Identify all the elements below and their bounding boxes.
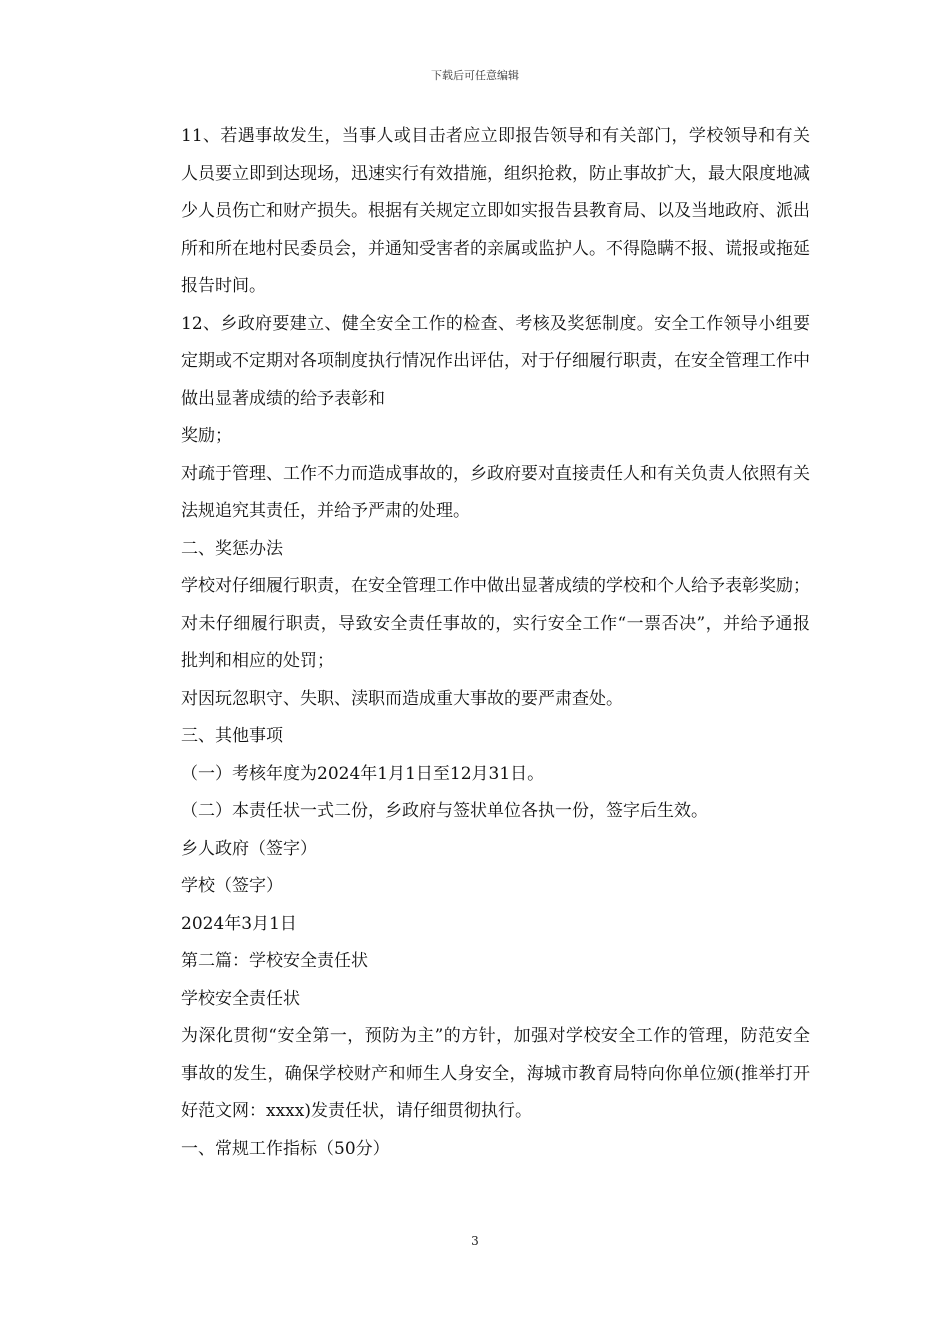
paragraph-accident-report: 11、若遇事故发生，当事人或目击者应立即报告领导和有关部门，学校领导和有关人员要立即到达现场，迅速实行有效措施，组织抢救，防止事故扩大，最大限度地减少人员伤亡和财产损失。根据有关规定立即如实报告县教育局、以及当地政府、派出所和所在地村民委员会，并通知受害者的亲属或监护人。不得隐瞒不报、谎报或拖延报告时间。: [181, 126, 810, 296]
section-heading-other-matters: 三、其他事项: [181, 726, 283, 746]
paragraph-dereliction: 对因玩忽职守、失职、渎职而造成重大事故的要严肃查处。: [181, 688, 623, 709]
paragraph-inspection-system: 12、乡政府要建立、健全安全工作的检查、考核及奖惩制度。安全工作领导小组要定期或不定期对各项制度执行情况作出评估，对于仔细履行职责，在安全管理工作中做出显著成绩的给予表彰和: [181, 313, 810, 409]
chapter-heading-part-two: 第二篇：学校安全责任状: [181, 951, 368, 971]
signature-date: 2024年3月1日: [181, 913, 297, 934]
paragraph-negligence: 对疏于管理、工作不力而造成事故的，乡政府要对直接责任人和有关负责人依照有关法规追究其责任，并给予严肃的处理。: [181, 463, 810, 521]
paragraph-intro-safety-first: 为深化贯彻“安全第一，预防为主”的方针，加强对学校安全工作的管理，防范安全事故的发生，确保学校财产和师生人身安全，海城市教育局特向你单位颁(推举打开好范文网：xxxx)发责任状，请仔细贯彻执行。: [181, 1026, 810, 1121]
document-body: [145, 118, 810, 1168]
item-assessment-year: （一）考核年度为2024年1月1日至12月31日。: [181, 763, 545, 784]
paragraph-one-vote-veto: 对未仔细履行职责，导致安全责任事故的，实行安全工作“一票否决”，并给予通报批判和相应的处罚；: [181, 613, 810, 671]
page-header-note: 下载后可任意编辑: [431, 69, 519, 82]
section-heading-rewards-penalties: 二、奖惩办法: [181, 538, 283, 559]
document-title: 学校安全责任状: [181, 988, 300, 1009]
signature-school: 学校（签字）: [181, 876, 283, 896]
page-number: 3: [471, 1234, 479, 1248]
item-copies: （二）本责任状一式二份，乡政府与签状单位各执一份，签字后生效。: [181, 801, 708, 821]
section-heading-routine-indicators: 一、常规工作指标（50分）: [181, 1138, 390, 1159]
paragraph-school-reward: 学校对仔细履行职责，在安全管理工作中做出显著成绩的学校和个人给予表彰奖励；: [181, 576, 810, 596]
paragraph-reward: 奖励；: [181, 426, 232, 446]
signature-township-government: 乡人政府（签字）: [181, 838, 317, 859]
